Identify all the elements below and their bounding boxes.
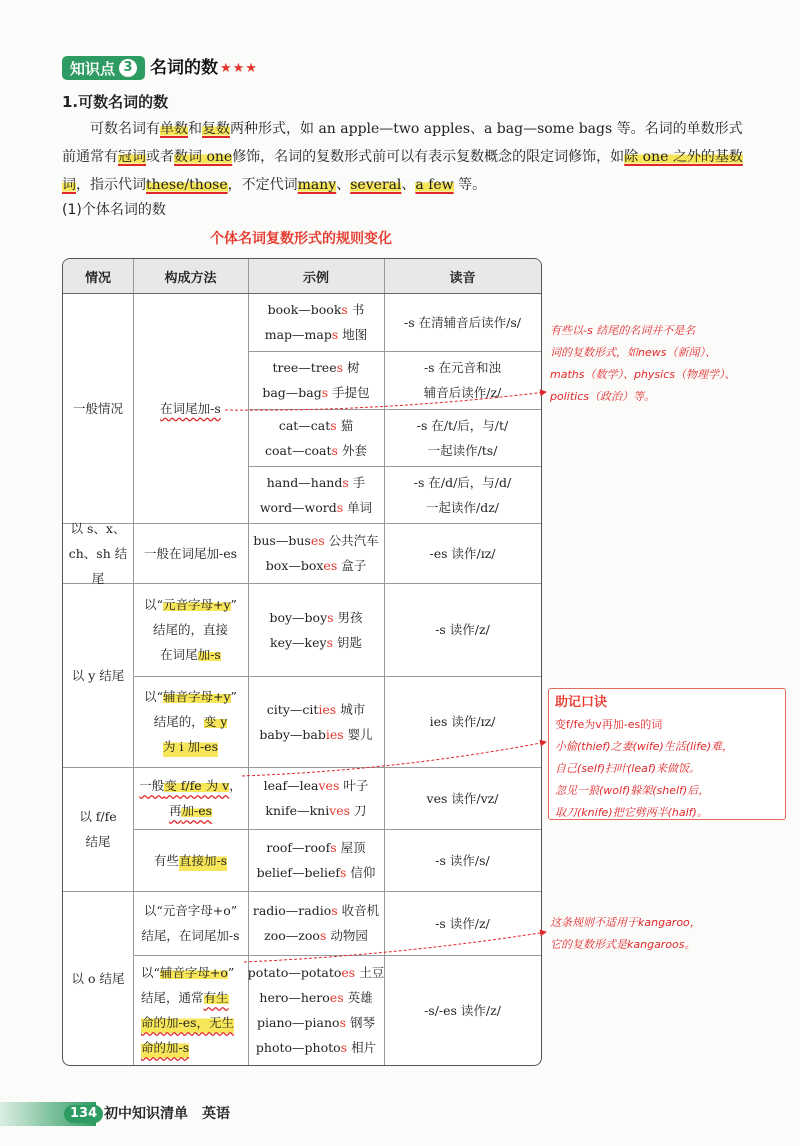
- table-title: 个体名词复数形式的规则变化: [210, 231, 392, 247]
- method-vowel-o: 以“元音字母+o” 结尾，在词尾加-s: [141, 903, 240, 943]
- example-cell: bus—buses 公共汽车 box—boxes 盒子: [253, 533, 379, 573]
- example-cell: cat—cats 猫 coat—coats 外套: [265, 417, 367, 458]
- term-singular: 单数: [160, 121, 188, 137]
- pronunciation-cell: -s/-es 读作/z/: [424, 1002, 501, 1018]
- topic-title: 名词的数: [150, 58, 218, 78]
- pronunciation-cell: -s 在/t/后，与/t/ 一起读作/ts/: [416, 417, 509, 458]
- term-article: 冠词: [118, 149, 146, 165]
- badge-label: 知识点: [70, 59, 116, 78]
- pronunciation-cell: ves 读作/vz/: [426, 790, 499, 806]
- pronunciation-cell: -s 读作/z/: [435, 622, 490, 637]
- badge-number: 3: [119, 59, 137, 77]
- example-cell: hand—hands 手 word—words 单词: [259, 474, 373, 515]
- col-header-case: 情况: [63, 259, 133, 293]
- term-plural: 复数: [202, 121, 230, 137]
- example-cell: potato—potatoes 土豆 hero—heroes 英雄 piano—pianos 钢琴 photo—photos 相片: [247, 965, 385, 1055]
- pronunciation-cell: -s 在清辅音后读作/s/: [404, 314, 521, 330]
- term-one: 数词 one: [174, 149, 233, 165]
- example-cell: city—cities 城市 baby—babies 婴儿: [259, 701, 373, 742]
- note-kangaroo: 这条规则不适用于kangaroo， 它的复数形式是kangaroos。: [550, 916, 701, 951]
- example-cell: tree—trees 树 bag—bags 手提包: [262, 360, 370, 400]
- term-cardinal: 除 one 之外的基数词: [62, 149, 743, 193]
- example-cell: boy—boys 男孩 key—keys 钥匙: [269, 609, 363, 650]
- method-f-to-v: 一般变 f/fe 为 v， 再加-es: [139, 778, 242, 818]
- pronunciation-cell: -s 读作/z/: [435, 915, 490, 931]
- pronunciation-cell: -s 在/d/后，与/d/ 一起读作/dz/: [413, 474, 512, 515]
- term-several: several: [350, 177, 402, 193]
- example-cell: roof—roofs 屋顶 belief—beliefs 信仰: [256, 840, 376, 880]
- case-o: 以 o 结尾: [71, 970, 125, 986]
- example-cell: book—books 书 map—maps 地图: [264, 302, 368, 342]
- method-vowel-y: 以“元音字母+y” 结尾的，直接 在词尾加-s: [144, 597, 237, 662]
- case-general: 一般情况: [72, 400, 123, 416]
- case-y: 以 y 结尾: [71, 667, 125, 683]
- subsection-heading: (1)个体名词的数: [62, 202, 166, 218]
- pronunciation-cell: -es 读作/ɪz/: [429, 545, 496, 561]
- section-heading: 1.可数名词的数: [62, 93, 169, 111]
- col-header-example: 示例: [248, 259, 384, 293]
- mnemonic-box: 助记口诀 变f/fe为v再加-es的词 小偷(thief)之妻(wife)生活(life)难， 自己(self)扫叶(leaf)来做饭。 忽见一狼(wolf)躲架(shelf)后， 取刀(knife)把它劈两半(half)。: [548, 688, 786, 820]
- method-consonant-y: 以“辅音字母+y” 结尾的，变 y 为 i 加-es: [133, 676, 248, 767]
- note-s-ending-not-plural: 有些以-s 结尾的名词并不是名 词的复数形式，如news（新闻）、 maths（数学）、physics（物理学）、 politics（政治）等。: [550, 324, 736, 403]
- case-s-x-ch-sh: 以 s、x、 ch、sh 结尾: [68, 520, 128, 586]
- intro-paragraph: 可数名词有单数和复数两种形式，如 an apple—two apples、a bag—some bags 等。名词的单数形式前通常有冠词或者数词 one修饰，名词的复数形式前可以有表示复数概念的限定词修饰，如除 one 之外的基数词，指示代词these/those，不定代词many、several、a few 等。: [62, 121, 743, 193]
- importance-stars: ★★★: [220, 61, 258, 76]
- page-number: 134: [64, 1105, 103, 1123]
- method-consonant-o: 以“辅音字母+o” 结尾，通常有生 命的加-es，无生 命的加-s: [133, 955, 248, 1065]
- term-a-few: a few: [415, 177, 454, 193]
- method-general: 在词尾加-s: [160, 400, 221, 416]
- col-header-pronunciation: 读音: [384, 259, 541, 293]
- example-cell: leaf—leaves 叶子 knife—knives 刀: [263, 778, 369, 818]
- book-title: 初中知识清单 英语: [104, 1106, 230, 1122]
- pronunciation-cell: -s 在元音和浊 辅音后读作/z/: [423, 360, 502, 400]
- col-header-method: 构成方法: [133, 259, 248, 293]
- plural-rules-table: [62, 258, 542, 1066]
- pronunciation-cell: -s 读作/s/: [435, 852, 490, 868]
- case-f-fe: 以 f/fe 结尾: [79, 809, 117, 849]
- example-cell: radio—radios 收音机 zoo—zoos 动物园: [252, 903, 380, 943]
- method-direct-s: 有些 直接加-s: [133, 829, 248, 891]
- mnemonic-title: 助记口诀: [555, 695, 608, 710]
- term-demonstrative: these/those: [146, 177, 228, 193]
- knowledge-point-badge: [62, 56, 145, 80]
- term-many: many: [297, 177, 337, 193]
- method-es: 一般在词尾加-es: [143, 545, 238, 561]
- pronunciation-cell: ies 读作/ɪz/: [429, 714, 496, 729]
